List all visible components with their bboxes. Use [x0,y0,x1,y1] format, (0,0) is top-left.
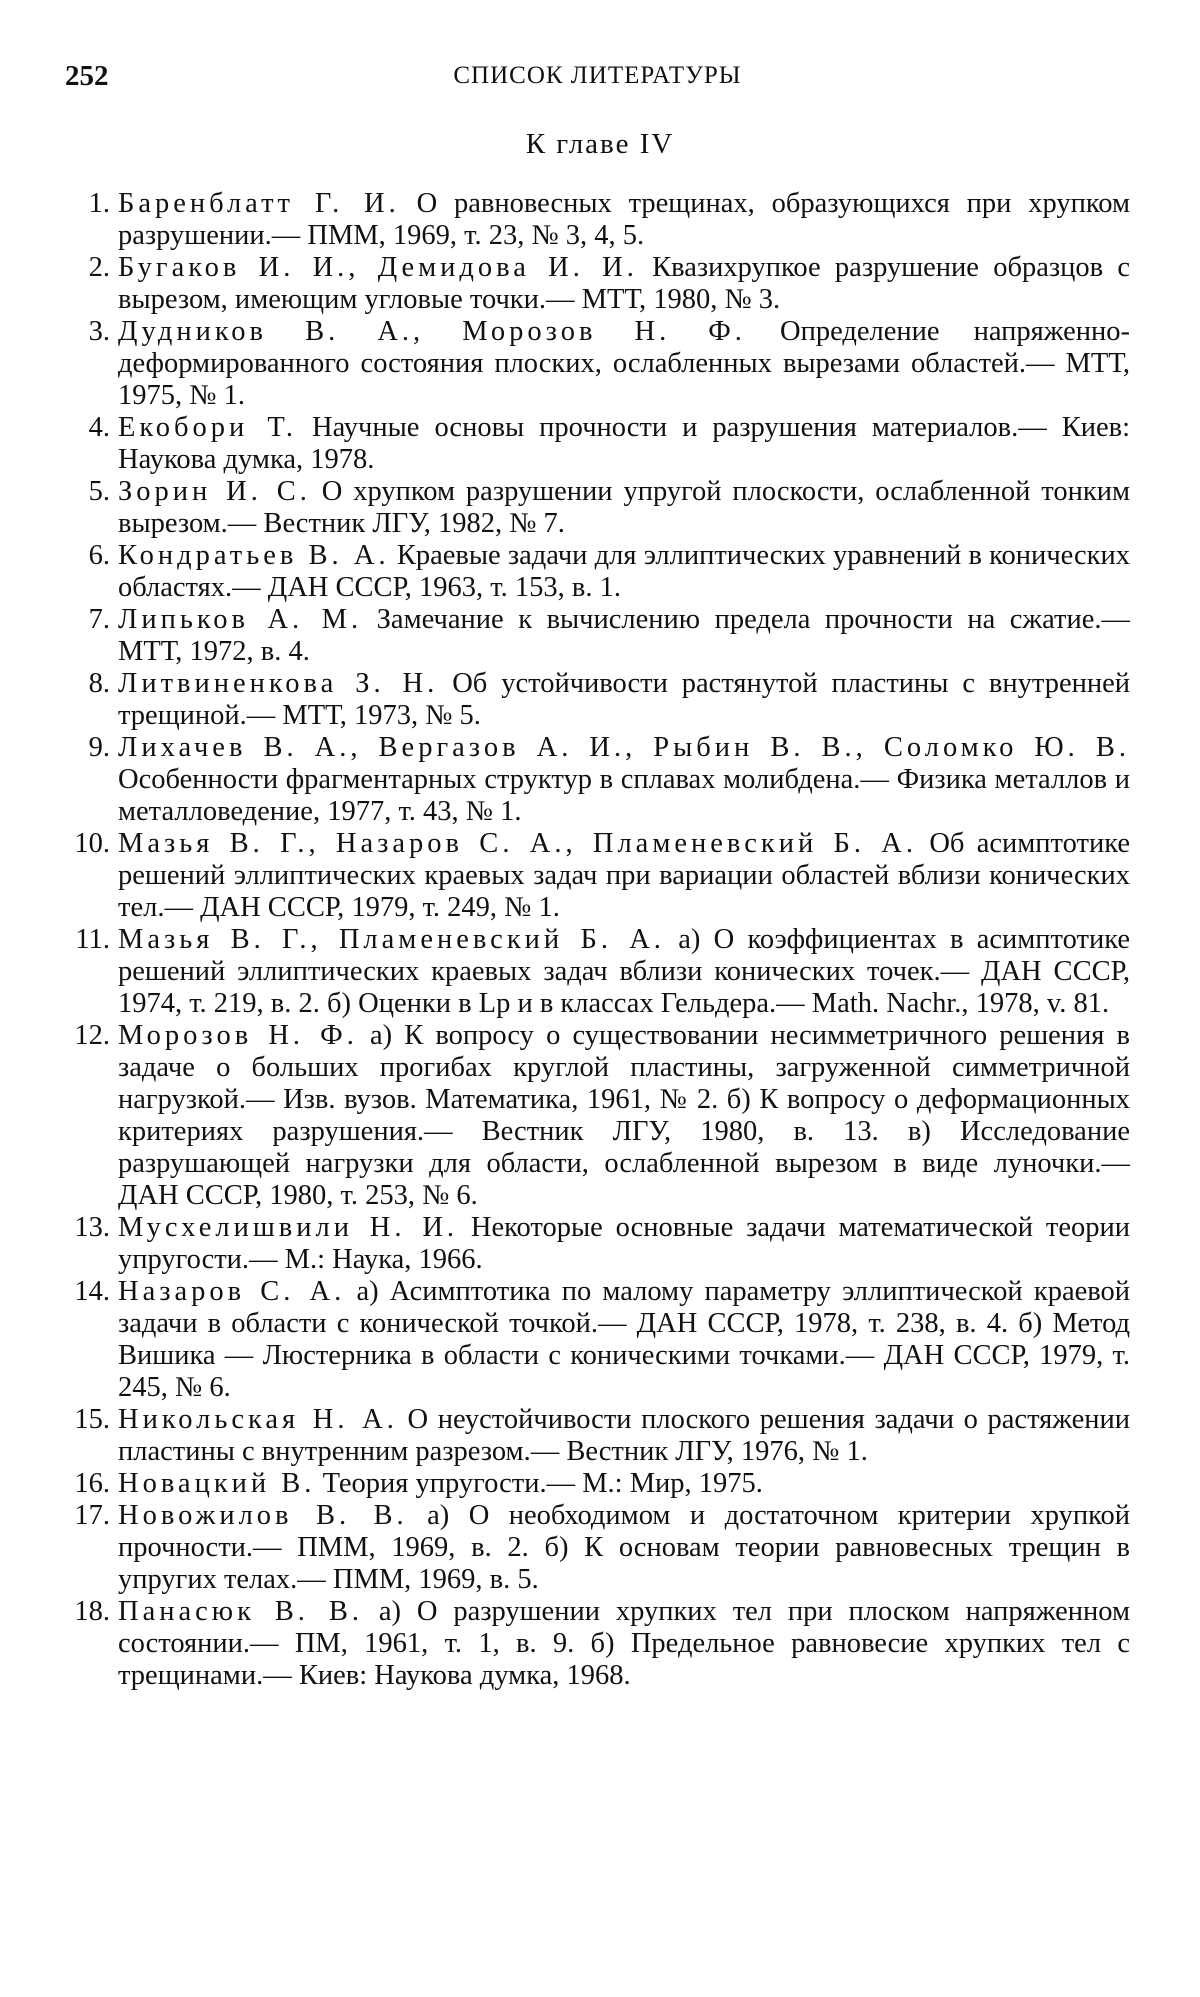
reference-item [62,924,1130,1020]
reference-item [62,668,1130,732]
reference-authors: Литвиненкова З. Н. [118,668,439,699]
reference-authors: Новацкий В. [118,1468,316,1499]
reference-item [62,316,1130,412]
reference-number: 10. [74,828,110,859]
reference-text: а) О разрушении хрупких тел при плоском напряженном состоянии.— ПМ, 1961, т. 1, в. 9. б) Предельное равновесие хрупких тел с трещинами.— Киев: Наукова думка, 1968. [118,1596,1130,1691]
reference-authors: Дудников В. А., Морозов Н. Ф. [118,316,746,347]
reference-number: 16. [74,1468,110,1499]
reference-text: Определение напряженно-деформированного состояния плоских, ослабленных вырезами областей.— МТТ, 1975, № 1. [118,316,1130,411]
reference-number: 1. [88,188,110,219]
reference-text: Квазихрупкое разрушение образцов с вырезом, имеющим угловые точки.— МТТ, 1980, № 3. [118,252,1130,315]
reference-number: 12. [74,1020,110,1051]
reference-text: Об устойчивости растянутой пластины с внутренней трещиной.— МТТ, 1973, № 5. [118,668,1130,731]
reference-number: 7. [88,604,110,635]
reference-item [62,1020,1130,1212]
reference-text: Замечание к вычислению предела прочности на сжатие.— МТТ, 1972, в. 4. [118,604,1130,667]
reference-authors: Морозов Н. Ф. [118,1020,358,1051]
reference-text: О неустойчивости плоского решения задачи о растяжении пластины с внутренним разрезом.— Вестник ЛГУ, 1976, № 1. [118,1404,1130,1467]
reference-text: а) К вопросу о существовании несимметричного решения в задаче о больших прогибах круглой пластины, загруженной симметричной нагрузкой.— Изв. вузов. Математика, 1961, № 2. б) К вопросу о деформационных критериях разрушения.— Вестник ЛГУ, 1980, в. 13. в) Исследование разрушающей нагрузки для области, ослабленной вырезом в виде луночки.— ДАН СССР, 1980, т. 253, № 6. [118,1020,1130,1211]
reference-number: 18. [74,1596,110,1627]
reference-text: а) Асимптотика по малому параметру эллиптической краевой задачи в области с конической точкой.— ДАН СССР, 1978, т. 238, в. 4. б) Метод Вишика — Люстерника в области с коническими точками.— ДАН СССР, 1979, т. 245, № 6. [118,1276,1131,1403]
reference-number: 11. [75,924,110,955]
reference-text: О хрупком разрушении упругой плоскости, ослабленной тонким вырезом.— Вестник ЛГУ, 1982, № 7. [118,476,1130,539]
chapter-heading: К главе IV [525,128,675,160]
reference-authors: Екобори Т. [118,412,298,443]
reference-number: 9. [88,732,110,763]
reference-item [62,1404,1130,1468]
reference-item [62,1212,1130,1276]
reference-authors: Баренблатт Г. И. [118,188,400,219]
reference-number: 5. [88,476,110,507]
page-number: 252 [65,60,109,92]
reference-text: Теория упругости.— М.: Мир, 1975. [315,1468,763,1499]
reference-item [62,604,1130,668]
reference-authors: Липьков А. М. [118,604,363,635]
reference-authors: Новожилов В. В. [118,1500,408,1531]
reference-number: 14. [74,1276,110,1307]
reference-number: 6. [88,540,110,571]
reference-item [62,1276,1130,1404]
reference-number: 15. [74,1404,110,1435]
reference-item [62,1468,1130,1500]
reference-item [62,540,1130,604]
reference-authors: Никольская Н. А. [118,1404,398,1435]
reference-authors: Зорин И. С. [118,476,311,507]
reference-authors: Лихачев В. А., Вергазов А. И., Рыбин В. В., Соломко Ю. В. [118,732,1130,763]
reference-number: 17. [74,1500,110,1531]
reference-item [62,828,1130,924]
reference-authors: Бугаков И. И., Демидова И. И. [118,252,638,283]
reference-text: Об асимптотике решений эллиптических краевых задач при вариации областей вблизи конических тел.— ДАН СССР, 1979, т. 249, № 1. [118,828,1130,923]
reference-item [62,412,1130,476]
reference-number: 3. [88,316,110,347]
reference-item [62,732,1130,828]
reference-item [62,252,1130,316]
reference-text: а) О коэффициентах в асимптотике решений эллиптических краевых задач вблизи конических точек.— ДАН СССР, 1974, т. 219, в. 2. б) Оценки в Lp и в классах Гельдера.— Math. Nachr., 1978, v. 81. [118,924,1130,1019]
reference-authors: Мусхелишвили Н. И. [118,1212,459,1243]
reference-item [62,476,1130,540]
reference-item [62,1500,1130,1596]
reference-number: 2. [88,252,110,283]
reference-authors: Кондратьев В. А. [118,540,390,571]
reference-text: а) О необходимом и достаточном критерии хрупкой прочности.— ПММ, 1969, в. 2. б) К основам теории равновесных трещин в упругих телах.— ПММ, 1969, в. 5. [118,1500,1130,1595]
reference-authors: Панасюк В. В. [118,1596,363,1627]
reference-text: О равновесных трещинах, образующихся при хрупком разрушении.— ПММ, 1969, т. 23, № 3, 4, 5. [118,188,1130,251]
reference-text: Краевые задачи для эллиптических уравнений в конических областях.— ДАН СССР, 1963, т. 153, в. 1. [118,540,1131,603]
reference-text: Некоторые основные задачи математической теории упругости.— М.: Наука, 1966. [118,1212,1130,1275]
reference-text: Особенности фрагментарных структур в сплавах молибдена.— Физика металлов и металловедение, 1977, т. 43, № 1. [118,764,1130,827]
reference-number: 8. [88,668,110,699]
running-head [65,60,1130,100]
running-title: СПИСОК ЛИТЕРАТУРЫ [453,62,742,89]
reference-number: 13. [74,1212,110,1243]
reference-authors: Мазья В. Г., Назаров С. А., Пламеневский Б. А. [118,828,918,859]
reference-item [62,188,1130,252]
reference-authors: Мазья В. Г., Пламеневский Б. А. [118,924,665,955]
reference-list [62,188,1130,1692]
reference-text: Научные основы прочности и разрушения материалов.— Киев: Наукова думка, 1978. [118,412,1130,475]
reference-authors: Назаров С. А. [118,1276,346,1307]
reference-item [62,1596,1130,1692]
reference-number: 4. [88,412,110,443]
